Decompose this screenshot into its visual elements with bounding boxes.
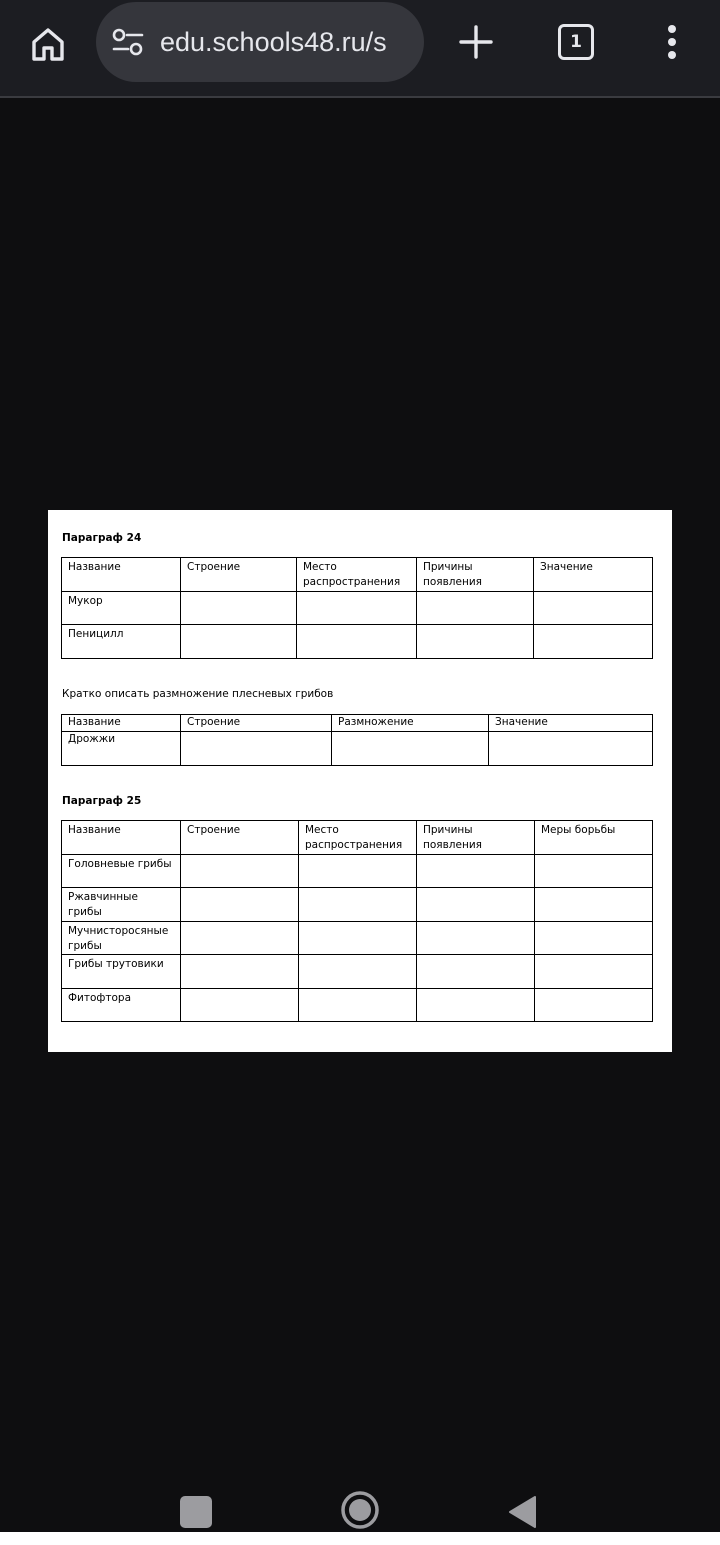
table-cell (181, 989, 299, 1022)
table-cell: Пеницилл (62, 625, 181, 659)
table-cell (417, 888, 535, 922)
table-cell (297, 592, 417, 625)
table-cell (299, 989, 417, 1022)
header-cell: Название (62, 558, 181, 592)
table-row (62, 732, 653, 766)
tab-switcher-button[interactable] (550, 18, 602, 66)
table-header-row (62, 558, 653, 592)
tab-count: 1 (570, 32, 582, 52)
table-cell: Мукор (62, 592, 181, 625)
table-cell (534, 592, 653, 625)
table-cell (299, 888, 417, 922)
table-row (62, 922, 653, 955)
table-row (62, 625, 653, 659)
url-text[interactable]: edu.schools48.ru/s (160, 27, 387, 57)
table-cell (417, 855, 535, 888)
table-cell (535, 855, 653, 888)
table-paragraph-24 (61, 557, 653, 659)
table-cell (299, 855, 417, 888)
table-cell: Дрожжи (62, 732, 181, 766)
table-cell (417, 955, 535, 989)
document-page (48, 510, 672, 1052)
table-cell (299, 922, 417, 955)
header-cell: Меры борьбы (535, 821, 653, 855)
table-cell: Фитофтора (62, 989, 181, 1022)
table-header-row (62, 715, 653, 732)
header-cell: Причины появления (417, 821, 535, 855)
section-title-paragraph-24: Параграф 24 (62, 532, 142, 544)
tune-icon (111, 27, 145, 57)
triangle-back-icon (507, 1495, 537, 1529)
table-cell (181, 955, 299, 989)
table-cell: Грибы трутовики (62, 955, 181, 989)
header-cell: Значение (489, 715, 653, 732)
table-cell (297, 625, 417, 659)
header-cell: Размножение (332, 715, 489, 732)
instruction-text: Кратко описать размножение плесневых грибов (62, 688, 334, 700)
table-cell: Ржавчинные грибы (62, 888, 181, 922)
browser-menu-button[interactable] (650, 18, 694, 66)
header-cell: Название (62, 821, 181, 855)
header-cell: Значение (534, 558, 653, 592)
system-navigation-bar (0, 1468, 720, 1532)
table-cell (417, 592, 534, 625)
table-row (62, 955, 653, 989)
table-cell (181, 592, 297, 625)
table-row (62, 592, 653, 625)
table-yeast (61, 714, 653, 766)
header-cell: Название (62, 715, 181, 732)
table-cell (181, 732, 332, 766)
table-row (62, 888, 653, 922)
bottom-edge (0, 1532, 720, 1545)
table-cell (489, 732, 653, 766)
plus-icon (458, 24, 494, 60)
table-cell (299, 955, 417, 989)
table-cell (417, 922, 535, 955)
table-cell (181, 922, 299, 955)
table-cell (535, 922, 653, 955)
table-cell (535, 955, 653, 989)
table-cell (534, 625, 653, 659)
table-cell (181, 855, 299, 888)
site-settings-button[interactable] (110, 24, 146, 60)
section-title-paragraph-25: Параграф 25 (62, 795, 142, 807)
header-cell: Строение (181, 821, 299, 855)
nav-back-button[interactable] (506, 1494, 538, 1530)
table-paragraph-25 (61, 820, 653, 1022)
home-icon (28, 24, 68, 64)
address-bar[interactable] (96, 2, 424, 82)
more-vert-icon (666, 24, 678, 60)
circle-icon (340, 1490, 380, 1530)
table-cell (332, 732, 489, 766)
table-cell: Головневые грибы (62, 855, 181, 888)
browser-toolbar (0, 0, 720, 98)
table-cell (417, 989, 535, 1022)
table-cell (535, 989, 653, 1022)
new-tab-button[interactable] (452, 18, 500, 66)
tab-switcher-icon (558, 24, 594, 60)
header-cell: Место распространения (299, 821, 417, 855)
square-icon[interactable] (180, 1496, 212, 1528)
table-cell (181, 888, 299, 922)
table-row (62, 855, 653, 888)
table-cell (535, 888, 653, 922)
table-cell: Мучнисторосяные грибы (62, 922, 181, 955)
header-cell: Причины появления (417, 558, 534, 592)
nav-home-button[interactable] (340, 1490, 380, 1530)
header-cell: Строение (181, 715, 332, 732)
header-cell: Строение (181, 558, 297, 592)
home-button[interactable] (22, 18, 74, 70)
table-cell (417, 625, 534, 659)
table-header-row (62, 821, 653, 855)
table-cell (181, 625, 297, 659)
table-row (62, 989, 653, 1022)
header-cell: Место распространения (297, 558, 417, 592)
